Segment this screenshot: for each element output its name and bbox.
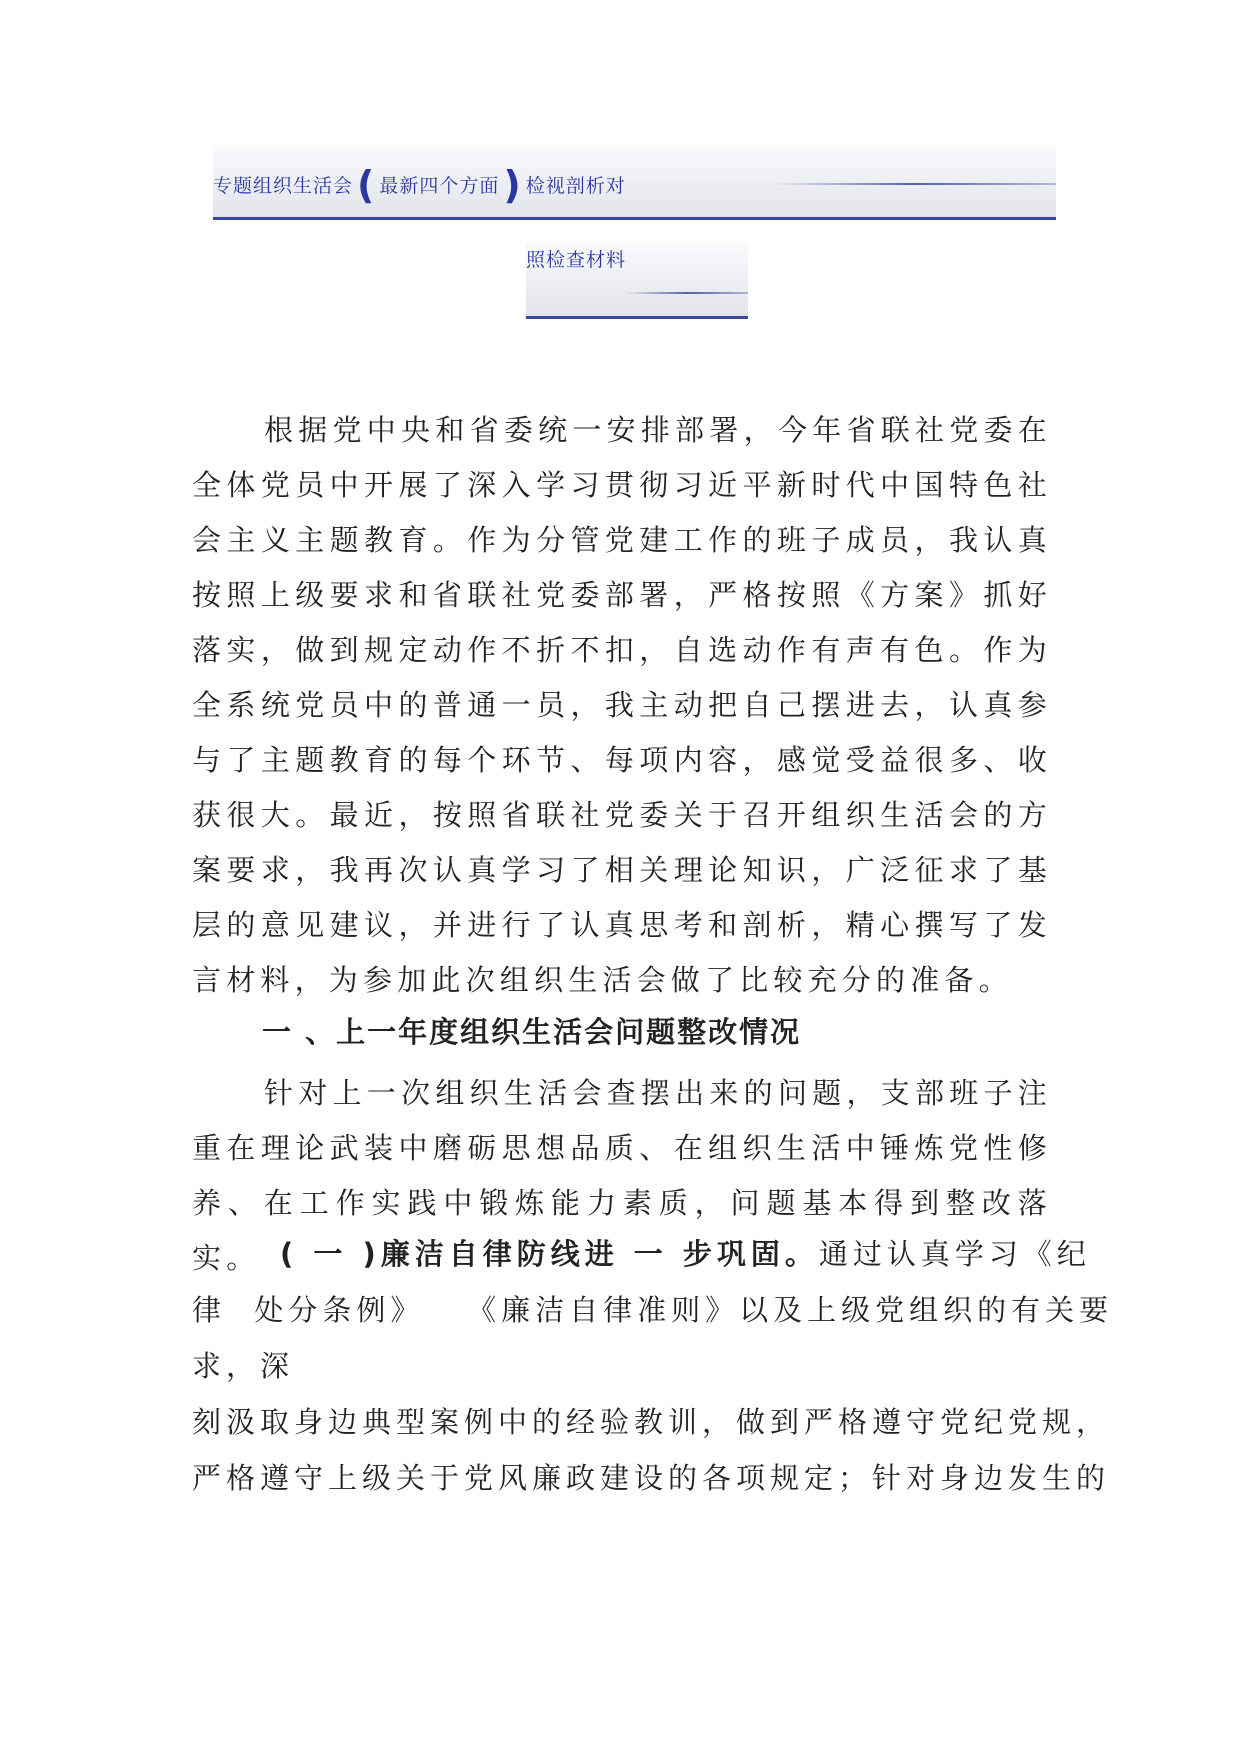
title-decor-streak xyxy=(773,183,1056,185)
section-heading-1: 一 、上一年度组织生活会问题整改情况 xyxy=(262,1015,802,1049)
section1-paragraph: 针对上一次组织生活会查摆出来的问题，支部班子注重在理论武装中磨砺思想品质、在组织生活中锤炼党性修养、在工作实践中锻炼能力素质，问题基本得到整改落实。 xyxy=(192,1076,1052,1275)
subsection1-line2: 律 处分条例》 《廉洁自律准则》以及上级党组织的有关要 xyxy=(192,1293,1114,1327)
subsection1-first-line xyxy=(280,1232,1091,1273)
title-paren-open: ( xyxy=(357,163,376,207)
title-text-line1 xyxy=(213,163,626,207)
subsection1-heading: ( 一 )廉洁自律防线进 一 步巩固。 xyxy=(280,1237,819,1271)
title-text-line2: 照检查材料 xyxy=(526,249,627,271)
title-decor-streak-2 xyxy=(626,292,748,294)
title-part2: 最新四个方面 xyxy=(379,175,500,197)
document-title-line1 xyxy=(213,145,1056,220)
document-title-line2 xyxy=(526,242,748,319)
subsection1-line3: 求，深 xyxy=(192,1349,295,1383)
subsection1-line4: 刻汲取身边典型案例中的经验教训，做到严格遵守党纪党规， xyxy=(192,1405,1111,1439)
intro-paragraph: 根据党中央和省委统一安排部署，今年省联社党委在全体党员中开展了深入学习贯彻习近平新时代中国特色社会主义主题教育。作为分管党建工作的班子成员，我认真按照上级要求和省联社党委部署，严格按照《方案》抓好落实，做到规定动作不折不扣，自选动作有声有色。作为全系统党员中的普通一员，我主动把自己摆进去，认真参与了主题教育的每个环节、每项内容，感觉受益很多、收获很大。最近，按照省联社党委关于召开组织生活会的方案要求，我再次认真学习了相关理论知识，广泛征求了基层的意见建议，并进行了认真思考和剖析，精心撰写了发言材料，为参加此次组织生活会做了比较充分的准备。 xyxy=(192,413,1052,997)
title-part1: 专题组织生活会 xyxy=(213,175,354,197)
subsection1-text-start: 通过认真学习《纪 xyxy=(818,1237,1091,1271)
subsection1-line5: 严格遵守上级关于党风廉政建设的各项规定；针对身边发生的 xyxy=(192,1461,1111,1495)
title-paren-close: ) xyxy=(503,163,522,207)
title-part3: 检视剖析对 xyxy=(525,175,626,197)
